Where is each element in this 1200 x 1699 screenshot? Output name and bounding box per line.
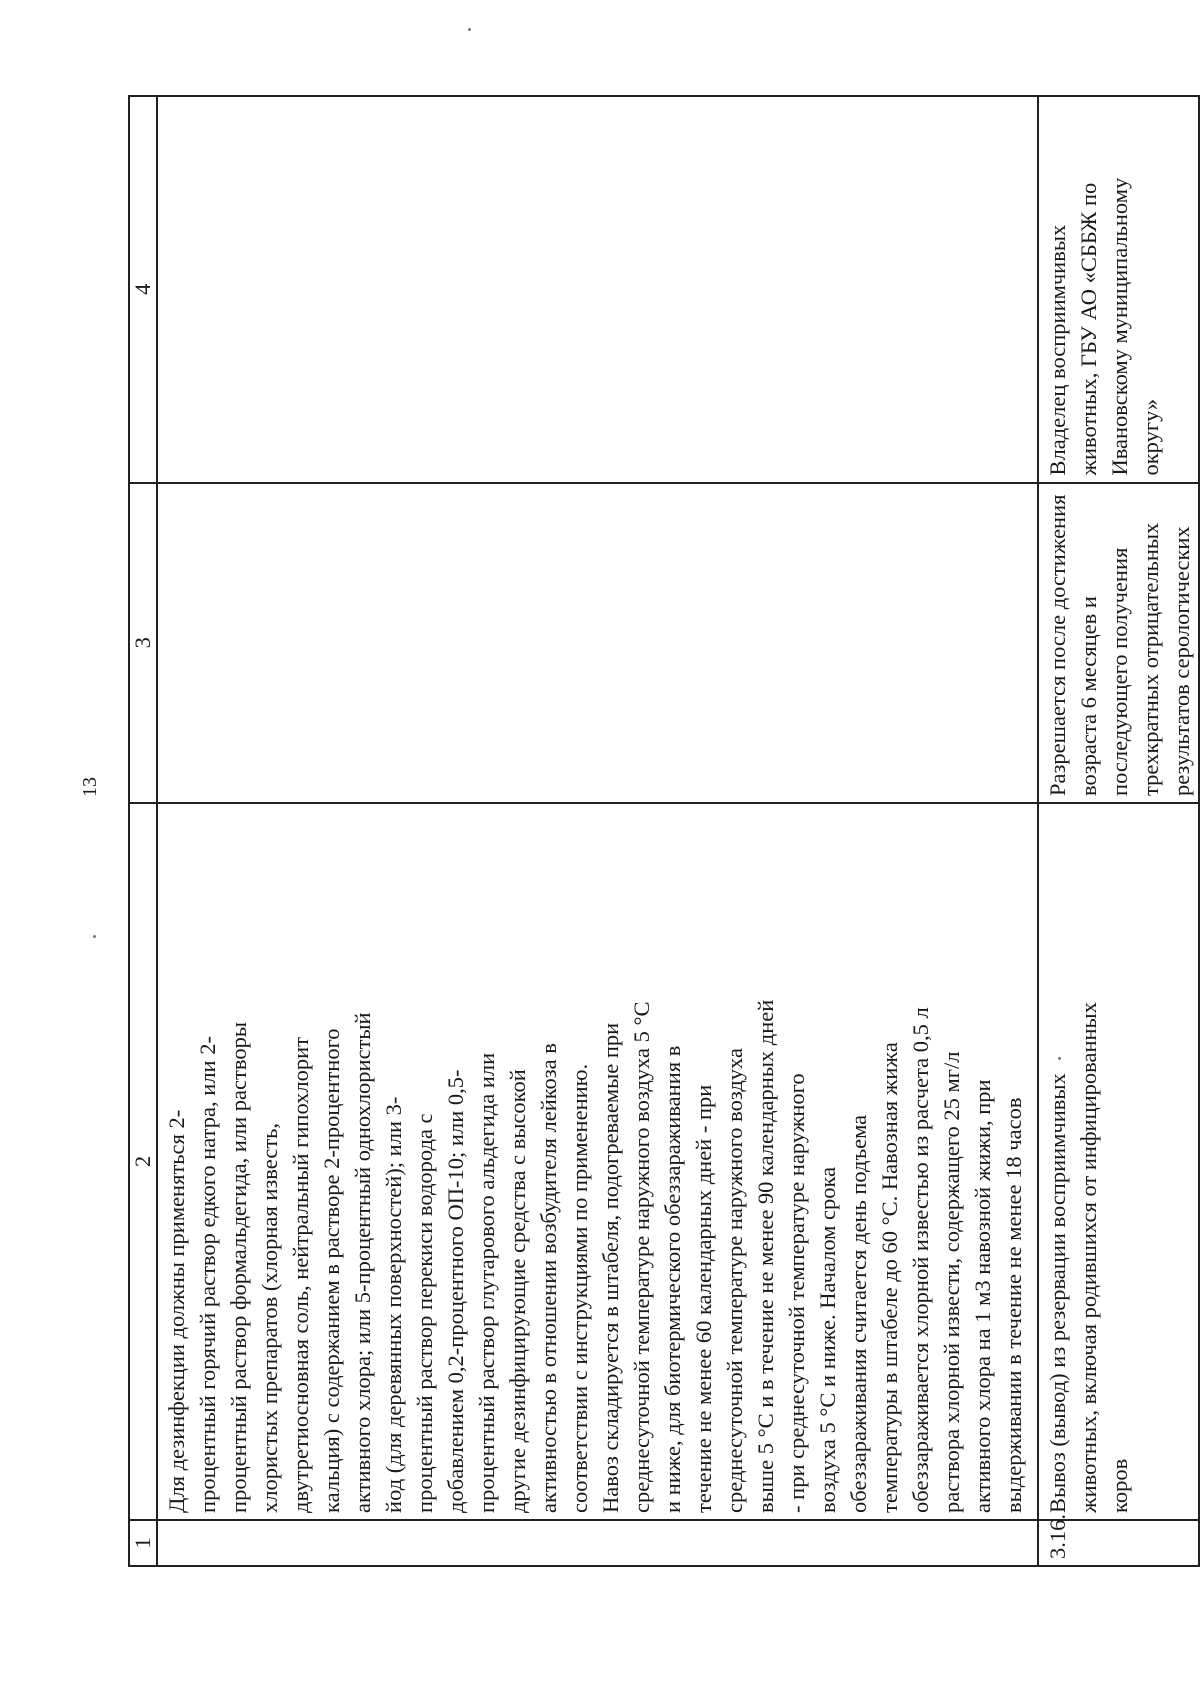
header-cell-3: 3 xyxy=(129,483,157,803)
page-number: 13 xyxy=(79,777,101,797)
timing-cell: Разрешается после достижения возраста 6 месяцев и последующего получения трехкратных отрицательных результатов серологических xyxy=(1038,483,1199,803)
measure-cell: Для дезинфекции должны применяться 2- процентный горячий раствор едкого натра, или 2- процентный раствор формальдегида, или растворы хлористых препаратов (хлорная известь, двутретиосновная соль, нейтральный гипохлорит кальция) с содержанием в растворе 2-процентного активного хлора; или 5-процентный однохлористый йод (для деревянных поверхностей); или 3- процентный раствор перекиси водорода с добавлением 0,2-процентного ОП-10; или 0,5- процентный раствор глутарового альдегида или другие дезинфицирующие средства с высокой активностью в отношении возбудителя лейкоза в соответствии с инструкциями по применению. Навоз складируется в штабеля, подогреваемые при среднесуточной температуре наружного воздуха 5 °С и ниже, для биотермического обеззараживания в течение не менее 60 календарных дней - при среднесуточной температуре наружного воздуха выше 5 °С и в течение не менее 90 календарных дней - при среднесуточной температуре наружного воздуха 5 °С и ниже. Началом срока обеззараживания считается день подъема температуры в штабеле до 60 °С. Навозная жижа обеззараживается хлорной известью из расчета 0,5 л раствора хлорной извести, содержащего 25 мг/л активного хлора на 1 м3 навозной жижи, при выдерживании в течение не менее 18 часов xyxy=(157,803,1038,1520)
timing-cell xyxy=(157,483,1038,803)
table-header-row xyxy=(129,96,157,1566)
table-row xyxy=(1038,96,1199,1566)
header-cell-2: 2 xyxy=(129,803,157,1520)
row-number-cell: 3.16. xyxy=(1038,1520,1199,1566)
header-cell-1: 1 xyxy=(129,1520,157,1566)
measures-table xyxy=(128,95,1200,1567)
header-cell-4: 4 xyxy=(129,96,157,483)
scan-speck xyxy=(1058,1057,1061,1060)
measure-cell: Вывоз (вывод) из резервации восприимчивых животных, включая родившихся от инфицированных коров xyxy=(1038,803,1199,1520)
row-number-cell xyxy=(157,1520,1038,1566)
scan-speck xyxy=(468,28,471,31)
responsible-cell: Владелец восприимчивых животных, ГБУ АО «СББЖ по Ивановскому муниципальному округу» xyxy=(1038,96,1199,483)
scan-speck xyxy=(93,935,96,938)
responsible-cell xyxy=(157,96,1038,483)
table-row xyxy=(157,96,1038,1566)
